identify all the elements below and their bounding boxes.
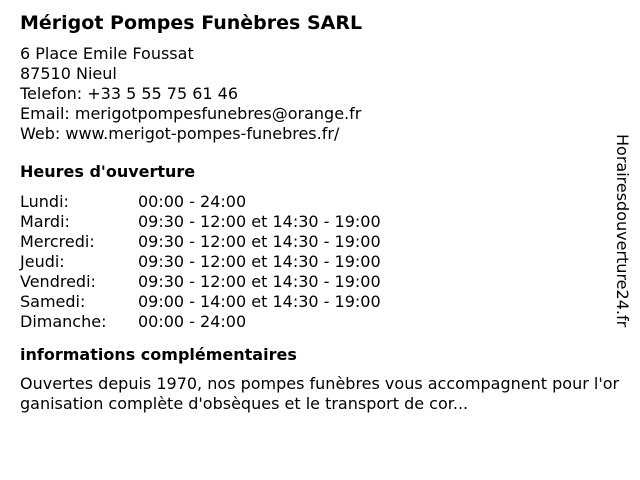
day-times: 09:00 - 14:00 et 14:30 - 19:00 (138, 292, 381, 311)
day-label: Dimanche: (20, 312, 107, 331)
email-line: Email: merigotpompesfunebres@orange.fr (20, 104, 362, 123)
day-times: 09:30 - 12:00 et 14:30 - 19:00 (138, 272, 381, 291)
site-watermark: Horairesdouverture24.fr (613, 134, 632, 328)
day-label: Lundi: (20, 192, 69, 211)
business-card (20, 10, 620, 414)
info-description: Ouvertes depuis 1970, nos pompes funèbres vous accompagnent pour l'organisation complète d'obsèques et le transport de cor... (20, 374, 620, 413)
address-city: 87510 Nieul (20, 64, 117, 83)
hours-row-lundi (20, 192, 616, 212)
day-label: Samedi: (20, 292, 86, 311)
day-times: 09:30 - 12:00 et 14:30 - 19:00 (138, 212, 381, 231)
phone-line: Telefon: +33 5 55 75 61 46 (20, 84, 239, 103)
contact-block (20, 44, 616, 144)
hours-heading: Heures d'ouverture (20, 162, 196, 181)
hours-row-samedi (20, 292, 616, 312)
day-label: Vendredi: (20, 272, 96, 291)
address-street: 6 Place Emile Foussat (20, 44, 194, 63)
day-times: 00:00 - 24:00 (138, 192, 247, 211)
day-label: Mercredi: (20, 232, 95, 251)
hours-table (20, 192, 616, 332)
day-label: Jeudi: (20, 252, 65, 271)
hours-row-dimanche (20, 312, 616, 332)
day-times: 09:30 - 12:00 et 14:30 - 19:00 (138, 252, 381, 271)
info-heading: informations complémentaires (20, 345, 297, 364)
hours-row-jeudi (20, 252, 616, 272)
day-times: 00:00 - 24:00 (138, 312, 247, 331)
day-times: 09:30 - 12:00 et 14:30 - 19:00 (138, 232, 381, 251)
hours-row-mercredi (20, 232, 616, 252)
website-line: Web: www.merigot-pompes-funebres.fr/ (20, 124, 340, 143)
day-label: Mardi: (20, 212, 70, 231)
hours-row-vendredi (20, 272, 616, 292)
hours-row-mardi (20, 212, 616, 232)
business-name: Mérigot Pompes Funèbres SARL (20, 12, 363, 34)
